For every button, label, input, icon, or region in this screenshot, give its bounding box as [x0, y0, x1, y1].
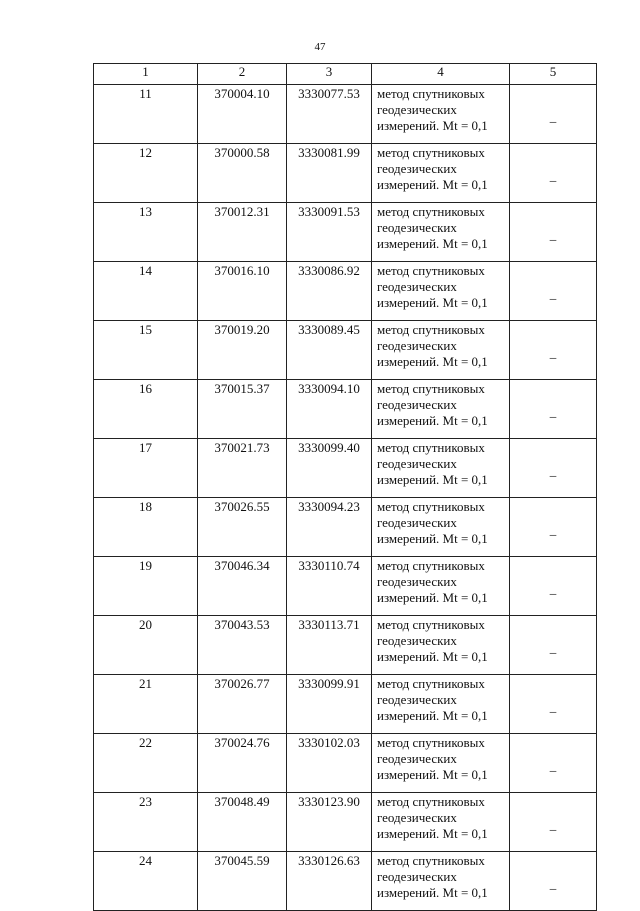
table-body — [94, 64, 597, 911]
point-number-cell: 20 — [94, 616, 198, 675]
x-coordinate-cell: 370048.49 — [198, 793, 287, 852]
note-cell: _ — [510, 557, 597, 616]
point-number-cell: 11 — [94, 85, 198, 144]
header-cell-1: 1 — [94, 64, 198, 85]
point-number-cell: 24 — [94, 852, 198, 911]
y-coordinate-cell: 3330126.63 — [287, 852, 372, 911]
table-row — [94, 439, 597, 498]
note-cell: _ — [510, 675, 597, 734]
table-row — [94, 616, 597, 675]
table-row — [94, 203, 597, 262]
method-cell: метод спутниковых геодезических измерений. Mt = 0,1 — [372, 380, 510, 439]
point-number-cell: 14 — [94, 262, 198, 321]
x-coordinate-cell: 370026.55 — [198, 498, 287, 557]
method-cell: метод спутниковых геодезических измерений. Mt = 0,1 — [372, 734, 510, 793]
point-number-cell: 18 — [94, 498, 198, 557]
y-coordinate-cell: 3330094.23 — [287, 498, 372, 557]
note-cell: _ — [510, 380, 597, 439]
coordinates-table — [93, 63, 597, 911]
method-cell: метод спутниковых геодезических измерений. Mt = 0,1 — [372, 675, 510, 734]
y-coordinate-cell: 3330123.90 — [287, 793, 372, 852]
page-number: 47 — [314, 41, 326, 53]
x-coordinate-cell: 370016.10 — [198, 262, 287, 321]
note-cell: _ — [510, 144, 597, 203]
method-cell: метод спутниковых геодезических измерений. Mt = 0,1 — [372, 616, 510, 675]
note-cell: _ — [510, 616, 597, 675]
x-coordinate-cell: 370000.58 — [198, 144, 287, 203]
method-cell: метод спутниковых геодезических измерений. Mt = 0,1 — [372, 498, 510, 557]
y-coordinate-cell: 3330110.74 — [287, 557, 372, 616]
y-coordinate-cell: 3330089.45 — [287, 321, 372, 380]
method-cell: метод спутниковых геодезических измерений. Mt = 0,1 — [372, 321, 510, 380]
point-number-cell: 23 — [94, 793, 198, 852]
table-row — [94, 498, 597, 557]
method-cell: метод спутниковых геодезических измерений. Mt = 0,1 — [372, 262, 510, 321]
table-row — [94, 380, 597, 439]
table-row — [94, 793, 597, 852]
method-cell: метод спутниковых геодезических измерений. Mt = 0,1 — [372, 852, 510, 911]
header-cell-3: 3 — [287, 64, 372, 85]
method-cell: метод спутниковых геодезических измерений. Mt = 0,1 — [372, 557, 510, 616]
note-cell: _ — [510, 321, 597, 380]
table-row — [94, 262, 597, 321]
point-number-cell: 13 — [94, 203, 198, 262]
y-coordinate-cell: 3330099.40 — [287, 439, 372, 498]
x-coordinate-cell: 370043.53 — [198, 616, 287, 675]
header-cell-2: 2 — [198, 64, 287, 85]
note-cell: _ — [510, 203, 597, 262]
x-coordinate-cell: 370015.37 — [198, 380, 287, 439]
y-coordinate-cell: 3330081.99 — [287, 144, 372, 203]
table-row — [94, 321, 597, 380]
method-cell: метод спутниковых геодезических измерений. Mt = 0,1 — [372, 203, 510, 262]
header-cell-4: 4 — [372, 64, 510, 85]
y-coordinate-cell: 3330091.53 — [287, 203, 372, 262]
x-coordinate-cell: 370004.10 — [198, 85, 287, 144]
point-number-cell: 21 — [94, 675, 198, 734]
method-cell: метод спутниковых геодезических измерений. Mt = 0,1 — [372, 793, 510, 852]
x-coordinate-cell: 370024.76 — [198, 734, 287, 793]
point-number-cell: 16 — [94, 380, 198, 439]
y-coordinate-cell: 3330077.53 — [287, 85, 372, 144]
note-cell: _ — [510, 439, 597, 498]
x-coordinate-cell: 370045.59 — [198, 852, 287, 911]
point-number-cell: 17 — [94, 439, 198, 498]
method-cell: метод спутниковых геодезических измерений. Mt = 0,1 — [372, 439, 510, 498]
note-cell: _ — [510, 85, 597, 144]
point-number-cell: 22 — [94, 734, 198, 793]
method-cell: метод спутниковых геодезических измерений. Mt = 0,1 — [372, 85, 510, 144]
note-cell: _ — [510, 793, 597, 852]
header-cell-5: 5 — [510, 64, 597, 85]
note-cell: _ — [510, 262, 597, 321]
table-row — [94, 144, 597, 203]
table-row — [94, 557, 597, 616]
note-cell: _ — [510, 498, 597, 557]
table-row — [94, 734, 597, 793]
x-coordinate-cell: 370012.31 — [198, 203, 287, 262]
y-coordinate-cell: 3330086.92 — [287, 262, 372, 321]
table-row — [94, 675, 597, 734]
table-row — [94, 852, 597, 911]
point-number-cell: 12 — [94, 144, 198, 203]
header-row — [94, 64, 597, 85]
table-row — [94, 85, 597, 144]
x-coordinate-cell: 370019.20 — [198, 321, 287, 380]
note-cell: _ — [510, 734, 597, 793]
x-coordinate-cell: 370021.73 — [198, 439, 287, 498]
method-cell: метод спутниковых геодезических измерений. Mt = 0,1 — [372, 144, 510, 203]
note-cell: _ — [510, 852, 597, 911]
point-number-cell: 19 — [94, 557, 198, 616]
point-number-cell: 15 — [94, 321, 198, 380]
y-coordinate-cell: 3330102.03 — [287, 734, 372, 793]
x-coordinate-cell: 370046.34 — [198, 557, 287, 616]
y-coordinate-cell: 3330094.10 — [287, 380, 372, 439]
y-coordinate-cell: 3330113.71 — [287, 616, 372, 675]
x-coordinate-cell: 370026.77 — [198, 675, 287, 734]
y-coordinate-cell: 3330099.91 — [287, 675, 372, 734]
